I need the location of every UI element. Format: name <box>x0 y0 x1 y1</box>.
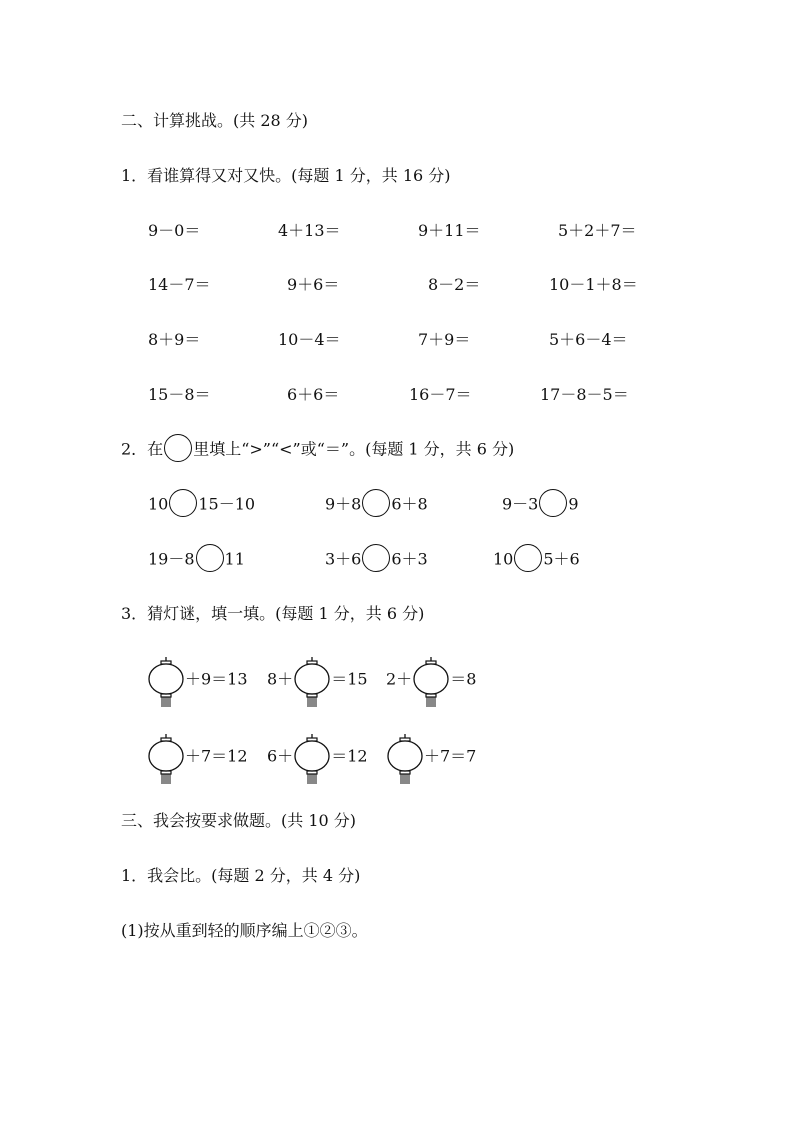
q1-expression: 15－8＝ <box>148 385 211 404</box>
q3-after: ＝12 <box>331 746 368 766</box>
lantern-icon[interactable] <box>147 734 185 788</box>
q2-title <box>121 436 514 464</box>
q3-item <box>147 653 248 707</box>
lantern-icon[interactable] <box>412 657 450 711</box>
compare-circle-input[interactable] <box>169 489 197 517</box>
q1-expression: 17－8－5＝ <box>540 385 629 404</box>
lantern-icon[interactable] <box>293 734 331 788</box>
q3-after: ＝8 <box>450 669 477 689</box>
q2-left: 19－8 <box>148 549 195 569</box>
compare-circle-input[interactable] <box>362 489 390 517</box>
q1-title: 1．看谁算得又对又快。(每题 1 分，共 16 分) <box>121 166 451 185</box>
q3-after: ＋9＝13 <box>185 669 248 689</box>
q2-right: 5＋6 <box>543 549 580 569</box>
q2-left: 10 <box>493 549 514 569</box>
q1-expression: 4＋13＝ <box>278 221 341 240</box>
q1-expression: 10－1＋8＝ <box>549 275 638 294</box>
section3-title: 三、我会按要求做题。(共 10 分) <box>121 811 357 830</box>
lantern-icon[interactable] <box>293 657 331 711</box>
q2-right: 15－10 <box>198 494 256 514</box>
compare-circle-input[interactable] <box>539 489 567 517</box>
q2-right: 11 <box>224 549 245 569</box>
section2-title: 二、计算挑战。(共 28 分) <box>121 111 309 130</box>
compare-circle-input[interactable] <box>514 544 542 572</box>
q3-after: ＝15 <box>331 669 368 689</box>
q1-expression: 9－0＝ <box>148 221 201 240</box>
compare-circle-input[interactable] <box>196 544 224 572</box>
lantern-icon[interactable] <box>386 734 424 788</box>
q3-item <box>267 730 368 784</box>
s3-q1-sub1: (1)按从重到轻的顺序编上①②③。 <box>121 921 368 940</box>
q3-item <box>386 653 476 707</box>
q3-after: ＋7＝12 <box>185 746 248 766</box>
q2-right: 9 <box>568 494 579 514</box>
blank-circle-icon <box>164 434 192 462</box>
q1-expression: 6＋6＝ <box>287 385 340 404</box>
q2-item <box>148 491 255 519</box>
q1-expression: 9＋11＝ <box>418 221 481 240</box>
q1-expression: 10－4＝ <box>278 330 341 349</box>
s3-q1-title: 1．我会比。(每题 2 分，共 4 分) <box>121 866 361 885</box>
q2-left: 9＋8 <box>325 494 362 514</box>
q1-expression: 5＋6－4＝ <box>549 330 628 349</box>
q2-title-prefix: 2．在 <box>121 439 164 459</box>
compare-circle-input[interactable] <box>362 544 390 572</box>
q2-item <box>148 546 245 574</box>
q2-right: 6＋3 <box>391 549 428 569</box>
q2-item <box>325 546 428 574</box>
q3-item <box>147 730 248 784</box>
q2-title-suffix: 里填上“>”“<”或“＝”。(每题 1 分，共 6 分) <box>193 439 515 459</box>
q2-item <box>502 491 579 519</box>
q2-left: 3＋6 <box>325 549 362 569</box>
q2-item <box>325 491 428 519</box>
q1-expression: 8－2＝ <box>428 275 481 294</box>
q3-before: 6＋ <box>267 746 294 766</box>
q1-expression: 7＋9＝ <box>418 330 471 349</box>
q3-before: 8＋ <box>267 669 294 689</box>
q3-item <box>267 653 368 707</box>
q1-expression: 16－7＝ <box>409 385 472 404</box>
q2-item <box>493 546 580 574</box>
q3-after: ＋7＝7 <box>424 746 477 766</box>
q1-expression: 9＋6＝ <box>287 275 340 294</box>
q1-expression: 5＋2＋7＝ <box>558 221 637 240</box>
lantern-icon[interactable] <box>147 657 185 711</box>
q2-right: 6＋8 <box>391 494 428 514</box>
q2-left: 9－3 <box>502 494 539 514</box>
q3-before: 2＋ <box>386 669 413 689</box>
q3-title: 3．猜灯谜，填一填。(每题 1 分，共 6 分) <box>121 604 425 623</box>
q3-item <box>386 730 476 784</box>
q1-expression: 8＋9＝ <box>148 330 201 349</box>
q2-left: 10 <box>148 494 169 514</box>
q1-expression: 14－7＝ <box>148 275 211 294</box>
